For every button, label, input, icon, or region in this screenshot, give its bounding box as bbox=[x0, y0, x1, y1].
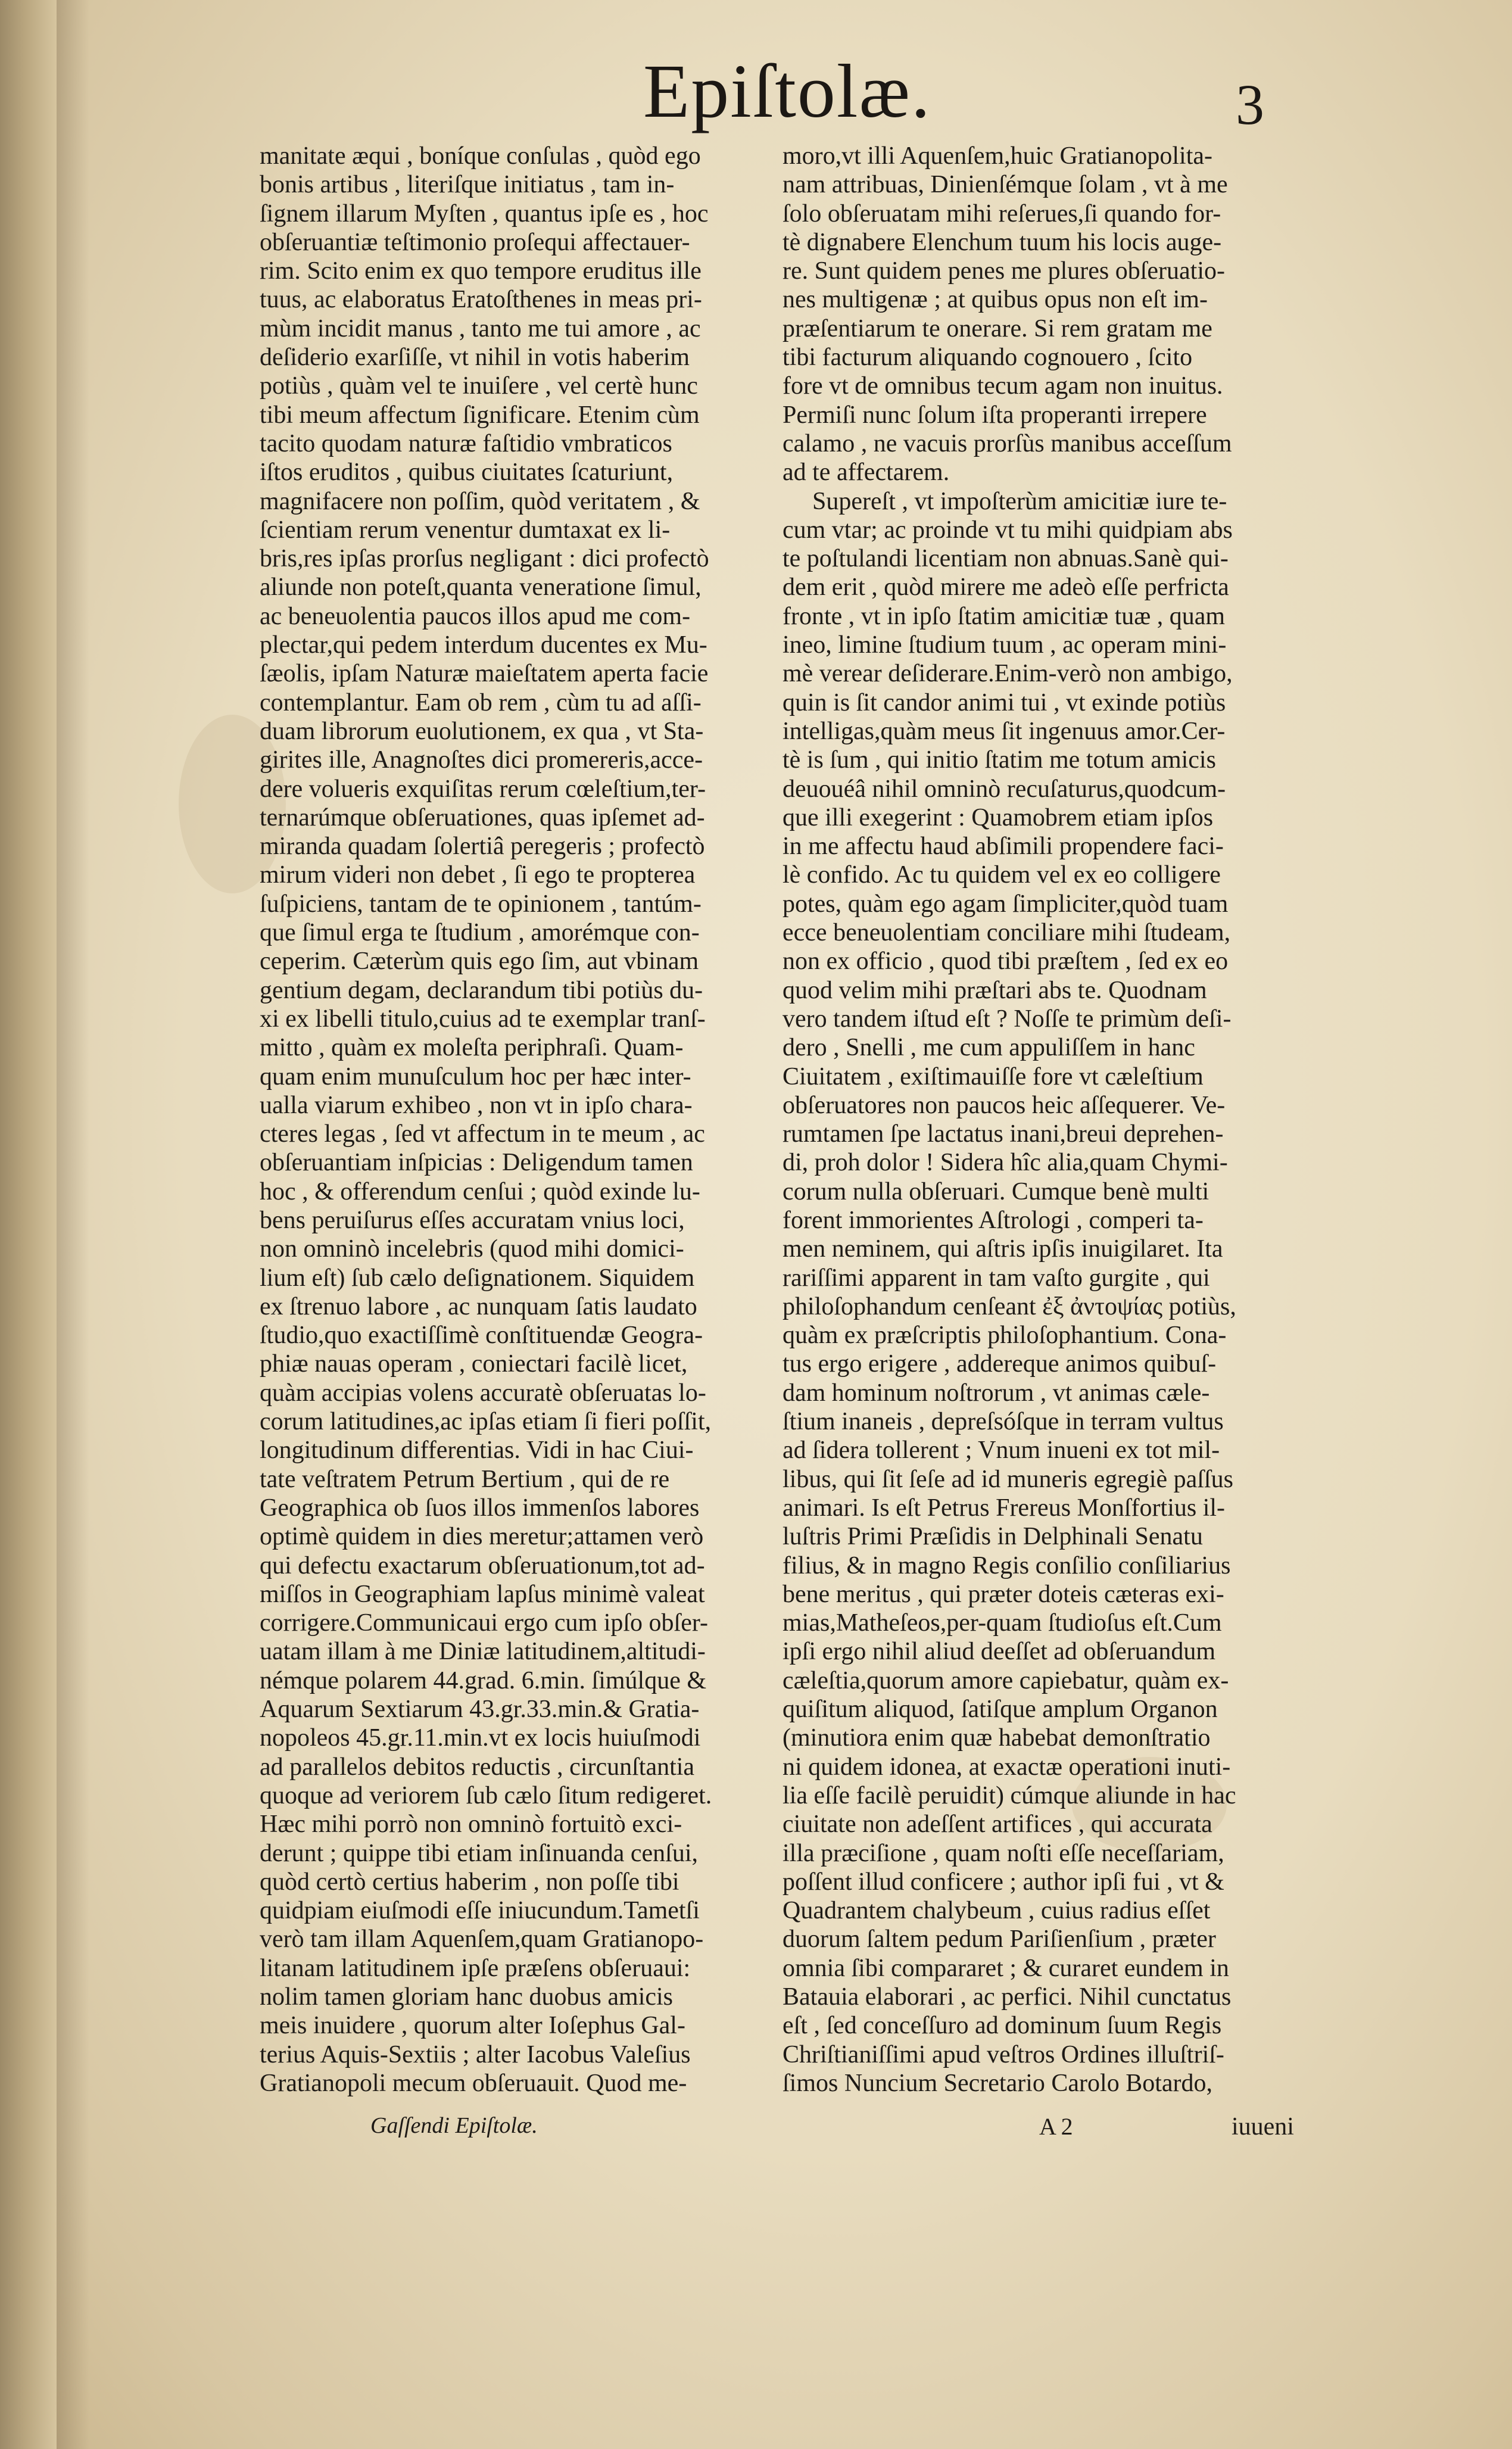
text-line: dere volueris exquiſitas rerum cœleſtium,ter- bbox=[260, 775, 706, 803]
text-line: obſeruatores non paucos heic aſſequerer. Ve- bbox=[783, 1091, 1226, 1119]
text-line: ac beneuolentia paucos illos apud me com- bbox=[260, 602, 691, 630]
text-line: duorum ſaltem pedum Pariſienſium , præter bbox=[783, 1925, 1216, 1953]
text-line: fore vt de omnibus tecum agam non inuitus. bbox=[783, 372, 1223, 400]
text-line: obſeruantiam inſpicias : Deligendum tamen bbox=[260, 1149, 693, 1177]
text-line: libus, qui ſit ſeſe ad id muneris egregiè paſſus bbox=[783, 1465, 1234, 1493]
text-line: fronte , vt in ipſo ſtatim amicitiæ tuæ , quam bbox=[783, 602, 1226, 630]
text-line: nolim tamen gloriam hanc duobus amicis bbox=[260, 1983, 674, 2011]
text-line: bene meritus , qui præter doteis cæteras exi- bbox=[783, 1580, 1224, 1608]
text-line: tè dignabere Elenchum tuum his locis auge- bbox=[783, 228, 1222, 256]
text-line: ſtudio,quo exactiſſimè conſtituendæ Geogra- bbox=[260, 1322, 703, 1350]
text-line: némque polarem 44.grad. 6.min. ſimúlque & bbox=[260, 1666, 707, 1694]
text-line: mùm incidit manus , tanto me tui amore , ac bbox=[260, 314, 701, 342]
text-line: tate veſtratem Petrum Bertium , qui de re bbox=[260, 1465, 670, 1493]
text-line: quidpiam eiuſmodi eſſe iniucundum.Tametſi bbox=[260, 1897, 700, 1925]
text-line: quàm ex præſcriptis philoſophantium. Cona- bbox=[783, 1322, 1227, 1350]
page-number: 3 bbox=[1236, 73, 1264, 136]
text-line: magnifacere non poſſim, quòd veritatem , & bbox=[260, 487, 700, 515]
text-line: manitate æqui , boníque conſulas , quòd ego bbox=[260, 142, 701, 170]
text-line: nam attribuas, Dinienſémque ſolam , vt à me bbox=[783, 171, 1228, 199]
text-line: vero tandem iſtud eſt ? Noſſe te primùm deſi- bbox=[783, 1005, 1232, 1033]
text-line: derunt ; quippe tibi etiam inſinuanda cenſui, bbox=[260, 1839, 698, 1867]
text-line: Hæc mihi porrò non omninò fortuitò exci- bbox=[260, 1811, 682, 1839]
text-line: quòd certò certius haberim , non poſſe tibi bbox=[260, 1868, 679, 1896]
text-line: ſuſpiciens, tantam de te opinionem , tantúm- bbox=[260, 890, 702, 918]
text-line: ſæolis, ipſam Naturæ maieſtatem aperta facie bbox=[260, 660, 709, 688]
text-line: obſeruantiæ teſtimonio proſequi affectauer- bbox=[260, 228, 690, 256]
text-line: ad ſidera tollerent ; Vnum inueni ex tot mil- bbox=[783, 1437, 1220, 1465]
text-line: Gratianopoli mecum obſeruauit. Quod me- bbox=[260, 2069, 687, 2097]
text-line: dero , Snelli , me cum appuliſſem in hanc bbox=[783, 1034, 1195, 1062]
text-line: quod velim mihi præſtari abs te. Quodnam bbox=[783, 976, 1207, 1004]
text-line: eſt , ſed conceſſuro ad dominum ſuum Regis bbox=[783, 2012, 1222, 2040]
text-line: duam librorum euolutionem, ex qua , vt Sta- bbox=[260, 717, 704, 745]
text-line: tibi facturum aliquando cognouero , ſcito bbox=[783, 344, 1193, 372]
text-line: que ſimul erga te ſtudium , amorémque con- bbox=[260, 919, 700, 947]
text-line: hoc , & offerendum cenſui ; quòd exinde lu- bbox=[260, 1177, 700, 1205]
text-line: lia eſſe facilè peruidit) cúmque aliunde in hac bbox=[783, 1781, 1236, 1809]
text-line: quin is ſit candor animi tui , vt exinde potiùs bbox=[783, 688, 1226, 716]
text-line: bens peruiſurus eſſes accuratam vnius loci, bbox=[260, 1206, 685, 1234]
text-line: in me affectu haud abſimili propendere faci- bbox=[783, 833, 1224, 861]
text-line: moro,vt illi Aquenſem,huic Gratianopolita- bbox=[783, 142, 1213, 170]
text-line: intelligas,quàm meus ſit ingenuus amor.Cer- bbox=[783, 717, 1226, 745]
text-line: litanam latitudinem ipſe præſens obſeruaui: bbox=[260, 1954, 691, 1982]
text-line: tibi meum affectum ſignificare. Etenim cùm bbox=[260, 401, 700, 429]
text-line: potes, quàm ego agam ſimpliciter,quòd tuam bbox=[783, 890, 1229, 918]
text-line: cteres legas , ſed vt affectum in te meum , ac bbox=[260, 1120, 705, 1148]
text-line: rariſſimi apparent in tam vaſto gurgite , qui bbox=[783, 1264, 1210, 1292]
text-line: ipſi ergo nihil aliud deeſſet ad obſeruandum bbox=[783, 1638, 1216, 1666]
text-line: animari. Is eſt Petrus Frereus Monſfortius il- bbox=[783, 1494, 1226, 1522]
text-line: mirum videri non debet , ſi ego te propterea bbox=[260, 861, 696, 889]
text-line: corrigere.Communicaui ergo cum ipſo obſer- bbox=[260, 1609, 708, 1637]
text-line: ſcientiam rerum venentur dumtaxat ex li- bbox=[260, 516, 671, 544]
text-line: præſentiarum te onerare. Si rem gratam me bbox=[783, 314, 1212, 342]
text-line: filius, & in magno Regis conſilio conſiliarius bbox=[783, 1551, 1231, 1579]
text-line: iſtos eruditos , quibus ciuitates ſcaturiunt, bbox=[260, 459, 674, 487]
left-column bbox=[260, 142, 712, 2098]
text-line: calamo , ne vacuis prorſùs manibus acceſſum bbox=[783, 429, 1232, 457]
text-line: longitudinum differentias. Vidi in hac Ciui- bbox=[260, 1437, 694, 1465]
catchword: iuueni bbox=[1232, 2113, 1294, 2140]
text-line: Geographica ob ſuos illos immenſos labores bbox=[260, 1494, 700, 1522]
text-line: illa præciſione , quam noſti eſſe neceſſariam, bbox=[783, 1839, 1224, 1867]
footer-catchword-title: Gaſſendi Epiſtolæ. bbox=[370, 2113, 538, 2138]
text-line: mias,Matheſeos,per-quam ſtudioſus eſt.Cum bbox=[783, 1609, 1222, 1637]
text-line: ad te affectarem. bbox=[783, 459, 950, 487]
text-line: (minutiora enim quæ habebat demonſtratio bbox=[783, 1724, 1211, 1752]
text-line: miſſos in Geographiam lapſus minimè valeat bbox=[260, 1580, 705, 1608]
text-line: gentium degam, declarandum tibi potiùs du- bbox=[260, 976, 703, 1004]
text-line: poſſent illud conficere ; author ipſi fui , vt & bbox=[783, 1868, 1224, 1896]
text-line: contemplantur. Eam ob rem , cùm tu ad aſſi- bbox=[260, 688, 702, 716]
right-column bbox=[783, 142, 1236, 2098]
text-line: rim. Scito enim ex quo tempore eruditus ille bbox=[260, 257, 702, 285]
text-line: corum nulla obſeruari. Cumque benè multi bbox=[783, 1177, 1209, 1205]
text-line: quoque ad veriorem ſub cælo ſitum redigeret. bbox=[260, 1781, 712, 1809]
binding-gutter bbox=[0, 0, 57, 2449]
text-line: dem erit , quòd mirere me adeò eſſe perfricta bbox=[783, 574, 1229, 602]
text-line: ecce beneuolentiam conciliare mihi ſtudeam, bbox=[783, 919, 1231, 947]
text-line: quam enim munuſculum hoc per hæc inter- bbox=[260, 1063, 691, 1090]
text-line: ſolo obſeruatam mihi reſerues,ſi quando for- bbox=[783, 200, 1221, 228]
text-line: non ex officio , quod tibi præſtem , ſed ex eo bbox=[783, 948, 1229, 976]
text-line: bonis artibus , literiſque initiatus , tam in- bbox=[260, 171, 675, 199]
text-line: ualla viarum exhibeo , non vt in ipſo chara- bbox=[260, 1091, 693, 1119]
text-line: phiæ nauas operam , coniectari facilè licet, bbox=[260, 1350, 688, 1378]
text-line: deſiderio exarſiſſe, vt nihil in votis haberim bbox=[260, 344, 690, 372]
text-line: ternarúmque obſeruationes, quas ipſemet ad- bbox=[260, 803, 705, 831]
text-line: ſtium inaneis , depreſsóſque in terram vultus bbox=[783, 1408, 1224, 1436]
text-line: ſignem illarum Myſten , quantus ipſe es , hoc bbox=[260, 200, 709, 228]
text-line: ceperim. Cæterùm quis ego ſim, aut vbinam bbox=[260, 948, 699, 976]
text-line: nes multigenæ ; at quibus opus non eſt im- bbox=[783, 286, 1208, 314]
text-line: cæleſtia,quorum amore capiebatur, quàm ex- bbox=[783, 1666, 1229, 1694]
text-line: optimè quidem in dies meretur;attamen verò bbox=[260, 1523, 704, 1551]
text-line: tè is ſum , qui initio ſtatim me totum amicis bbox=[783, 746, 1216, 774]
text-line: Chriſtianiſſimi apud veſtros Ordines illuſtriſ- bbox=[783, 2040, 1224, 2068]
text-line: non omninò incelebris (quod mihi domici- bbox=[260, 1235, 684, 1263]
text-line: Permiſi nunc ſolum iſta properanti irrepere bbox=[783, 401, 1207, 429]
text-line: luſtris Primi Præſidis in Delphinali Senatu bbox=[783, 1523, 1203, 1551]
text-line: que illi exegerint : Quamobrem etiam ipſos bbox=[783, 803, 1214, 831]
text-line: ſimos Nuncium Secretario Carolo Botardo, bbox=[783, 2069, 1213, 2097]
text-line: omnia ſibi compararet ; & curaret eundem in bbox=[783, 1954, 1229, 1982]
text-line: potiùs , quàm vel te inuiſere , vel certè hunc bbox=[260, 372, 698, 400]
text-line: tus ergo erigere , addereque animos quibuſ- bbox=[783, 1350, 1217, 1378]
text-line: Quadrantem chalybeum , cuius radius eſſet bbox=[783, 1897, 1211, 1925]
text-line: corum latitudines,ac ipſas etiam ſi fieri poſſit, bbox=[260, 1408, 712, 1436]
text-line: uatam illam à me Diniæ latitudinem,altitudi- bbox=[260, 1638, 706, 1666]
text-line: forent immorientes Aſtrologi , comperi ta- bbox=[783, 1206, 1204, 1234]
running-head: Epiſtolæ. bbox=[643, 49, 931, 133]
text-line: ad parallelos debitos reductis , circunſtantia bbox=[260, 1753, 695, 1781]
text-line: verò tam illam Aquenſem,quam Gratianopo- bbox=[260, 1925, 704, 1953]
text-line: dam hominum noſtrorum , vt animas cæle- bbox=[783, 1379, 1210, 1407]
text-line: ni quidem idonea, at exactæ operationi inuti- bbox=[783, 1753, 1231, 1781]
text-line: aliunde non poteſt,quanta veneratione ſimul, bbox=[260, 574, 702, 602]
text-line: deuouéâ nihil omninò recuſaturus,quodcum- bbox=[783, 775, 1226, 803]
text-line: Batauia elaborari , ac perfici. Nihil cunctatus bbox=[783, 1983, 1232, 2011]
binding-shadow bbox=[57, 0, 89, 2449]
text-line: lium eſt) ſub cælo deſignationem. Siquidem bbox=[260, 1264, 695, 1292]
text-line: tuus, ac elaboratus Eratoſthenes in meas pri- bbox=[260, 286, 702, 314]
text-line: quàm accipias volens accuratè obſeruatas lo- bbox=[260, 1379, 706, 1407]
text-line: plectar,qui pedem interdum ducentes ex Mu- bbox=[260, 631, 707, 659]
text-line: xi ex libelli titulo,cuius ad te exemplar tranſ- bbox=[260, 1005, 706, 1033]
text-line: nopoleos 45.gr.11.min.vt ex locis huiuſmodi bbox=[260, 1724, 701, 1752]
text-line: te poſtulandi licentiam non abnuas.Sanè qui- bbox=[783, 545, 1229, 573]
text-line: rumtamen ſpe lactatus inani,breui deprehen- bbox=[783, 1120, 1224, 1148]
text-line: lè confido. Ac tu quidem vel ex eo colligere bbox=[783, 861, 1221, 889]
signature-mark: A 2 bbox=[1039, 2113, 1073, 2140]
text-line: ex ſtrenuo labore , ac nunquam ſatis laudato bbox=[260, 1292, 697, 1320]
text-line: ciuitate non adeſſent artifices , qui accurata bbox=[783, 1811, 1212, 1839]
text-line: miranda quadam ſolertiâ peregeris ; profectò bbox=[260, 833, 705, 861]
text-line: philoſophandum cenſeant ἐξ ἀντοψίας potiùs, bbox=[783, 1292, 1236, 1320]
text-line: terius Aquis-Sextiis ; alter Iacobus Valeſius bbox=[260, 2040, 691, 2068]
text-line: quiſitum aliquod, ſatiſque amplum Organon bbox=[783, 1696, 1218, 1724]
text-line: qui defectu exactarum obſeruationum,tot ad- bbox=[260, 1551, 705, 1579]
text-line: re. Sunt quidem penes me plures obſeruatio- bbox=[783, 257, 1225, 285]
text-line: tacito quodam naturæ faſtidio vmbraticos bbox=[260, 429, 672, 457]
text-line: di, proh dolor ! Sidera hîc alia,quam Chymi- bbox=[783, 1149, 1228, 1177]
text-line: Ciuitatem , exiſtimauiſſe fore vt cæleſtium bbox=[783, 1063, 1204, 1090]
text-line: mè verear deſiderare.Enim-verò non ambigo, bbox=[783, 660, 1233, 688]
text-line: cum vtar; ac proinde vt tu mihi quidpiam abs bbox=[783, 516, 1233, 544]
text-line: girites ille, Anagnoſtes dici promereris,acce- bbox=[260, 746, 703, 774]
text-line: ineo, limine ſtudium tuum , ac operam mini- bbox=[783, 631, 1227, 659]
text-line: Aquarum Sextiarum 43.gr.33.min.& Gratia- bbox=[260, 1696, 700, 1724]
text-line: meis inuidere , quorum alter Ioſephus Gal- bbox=[260, 2012, 685, 2040]
text-line: bris,res ipſas prorſus negligant : dici profectò bbox=[260, 545, 709, 573]
text-line: Supereſt , vt impoſterùm amicitiæ iure te- bbox=[812, 487, 1227, 515]
text-line: men neminem, qui aſtris ipſis inuigilaret. Ita bbox=[783, 1235, 1223, 1263]
text-line: mitto , quàm ex moleſta periphraſi. Quam- bbox=[260, 1034, 684, 1062]
